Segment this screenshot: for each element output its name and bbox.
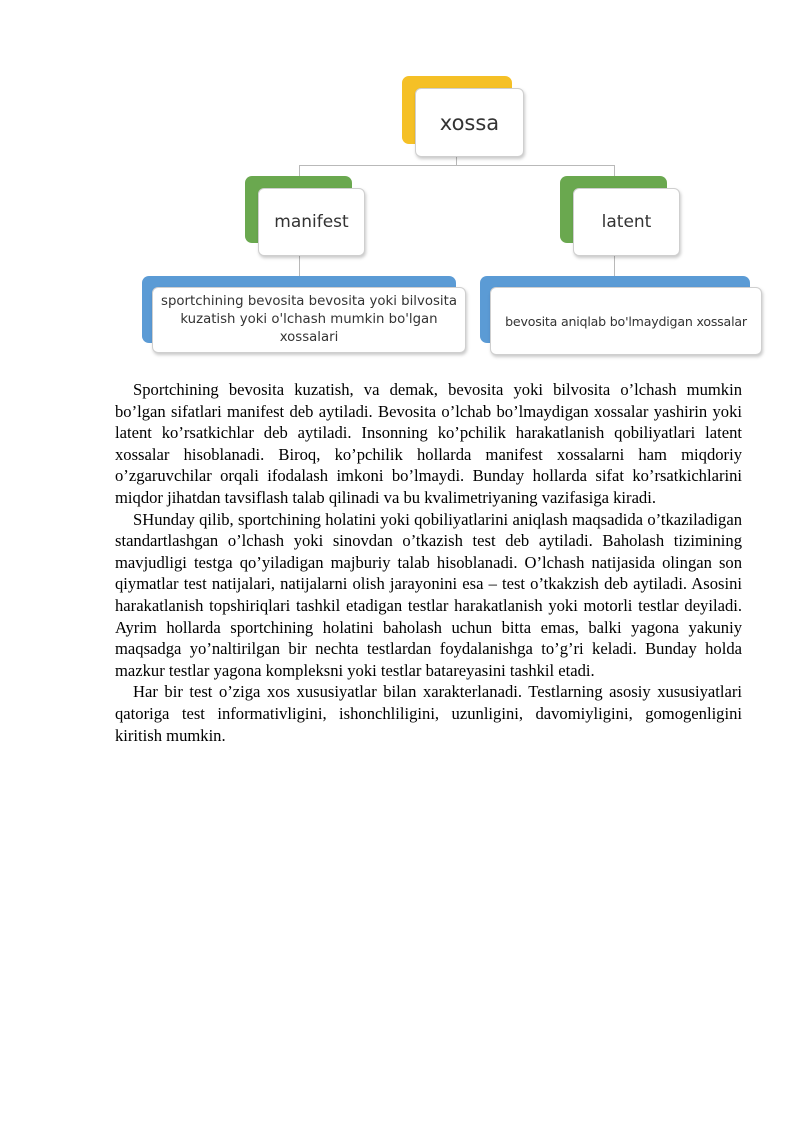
latent-description-text: bevosita aniqlab bo'lmaydigan xossalar <box>505 313 747 329</box>
paragraph-2: SHunday qilib, sportchining holatini yoki qobiliyatlarini aniqlash maqsadida o’tkaziladigan standartlashgan o’lchash yoki sinovdan o’tkazish test deb aytiladi. Baholash tizimining mavjudligi testga qo’yiladigan majburiy talab hisoblanadi. O’lchash natijasida olingan son qiymatlar test natijalari, natijalarni olish jarayonini esa – test o’tkakzish deb aytiladi. Asosini harakatlanish topshiriqlari tashkil etadigan testlar harakatlanish yoki motorli testlar deyiladi. Ayrim hollarda sportchining holatini baholash uchun bitta emas, balki yagona yakuniy maqsadga yo’naltirilgan bir nechta testlardan foydalanishga to’g’ri keladi. Bunday holda mazkur testlar yagona kompleksni yoki testlar batareyasini tashkil etadi. <box>115 509 742 680</box>
root-node-box <box>415 88 524 157</box>
latent-description-box <box>490 287 762 355</box>
hierarchy-diagram <box>0 0 800 370</box>
connector-latent-desc <box>614 256 615 276</box>
latent-node-box <box>573 188 680 256</box>
body-text <box>115 379 742 746</box>
manifest-description-box <box>152 287 466 353</box>
root-node-label: xossa <box>439 110 500 135</box>
manifest-description-text: sportchining bevosita bevosita yoki bilvosita kuzatish yoki o'lchash mumkin bo'lgan xossalari <box>161 294 457 345</box>
latent-node-label: latent <box>601 212 652 232</box>
paragraph-3: Har bir test o’ziga xos xususiyatlar bilan xarakterlanadi. Testlarning asosiy xususiyatlari qatoriga test informativligini, ishonchliligini, uzunligini, davomiyligini, gomogenligini kiritish mumkin. <box>115 682 742 745</box>
connector-manifest-desc <box>299 256 300 276</box>
manifest-node-box <box>258 188 365 256</box>
paragraph-1: Sportchining bevosita kuzatish, va demak, bevosita yoki bilvosita o’lchash mumkin bo’lgan sifatlari manifest deb aytiladi. Bevosita o’lchab bo’lmaydigan xossalar yashirin yoki latent ko’rsatkichlar deb aytiladi. Insonning ko’pchilik harakatlanish qobiliyatlari latent xossalar hisoblanadi. Biroq, ko’pchilik hollarda manifest xossalarni ham miqdoriy o’zgaruvchilar orqali ifodalash imkoni bo’lmaydi. Bunday hollarda sifat ko’rsatkichlarini miqdor jihatdan tavsiflash talab qilinadi va bu kvalimetriyaning vazifasiga kiradi. <box>115 380 742 507</box>
connector-horizontal <box>299 165 615 166</box>
manifest-node-label: manifest <box>274 212 349 232</box>
